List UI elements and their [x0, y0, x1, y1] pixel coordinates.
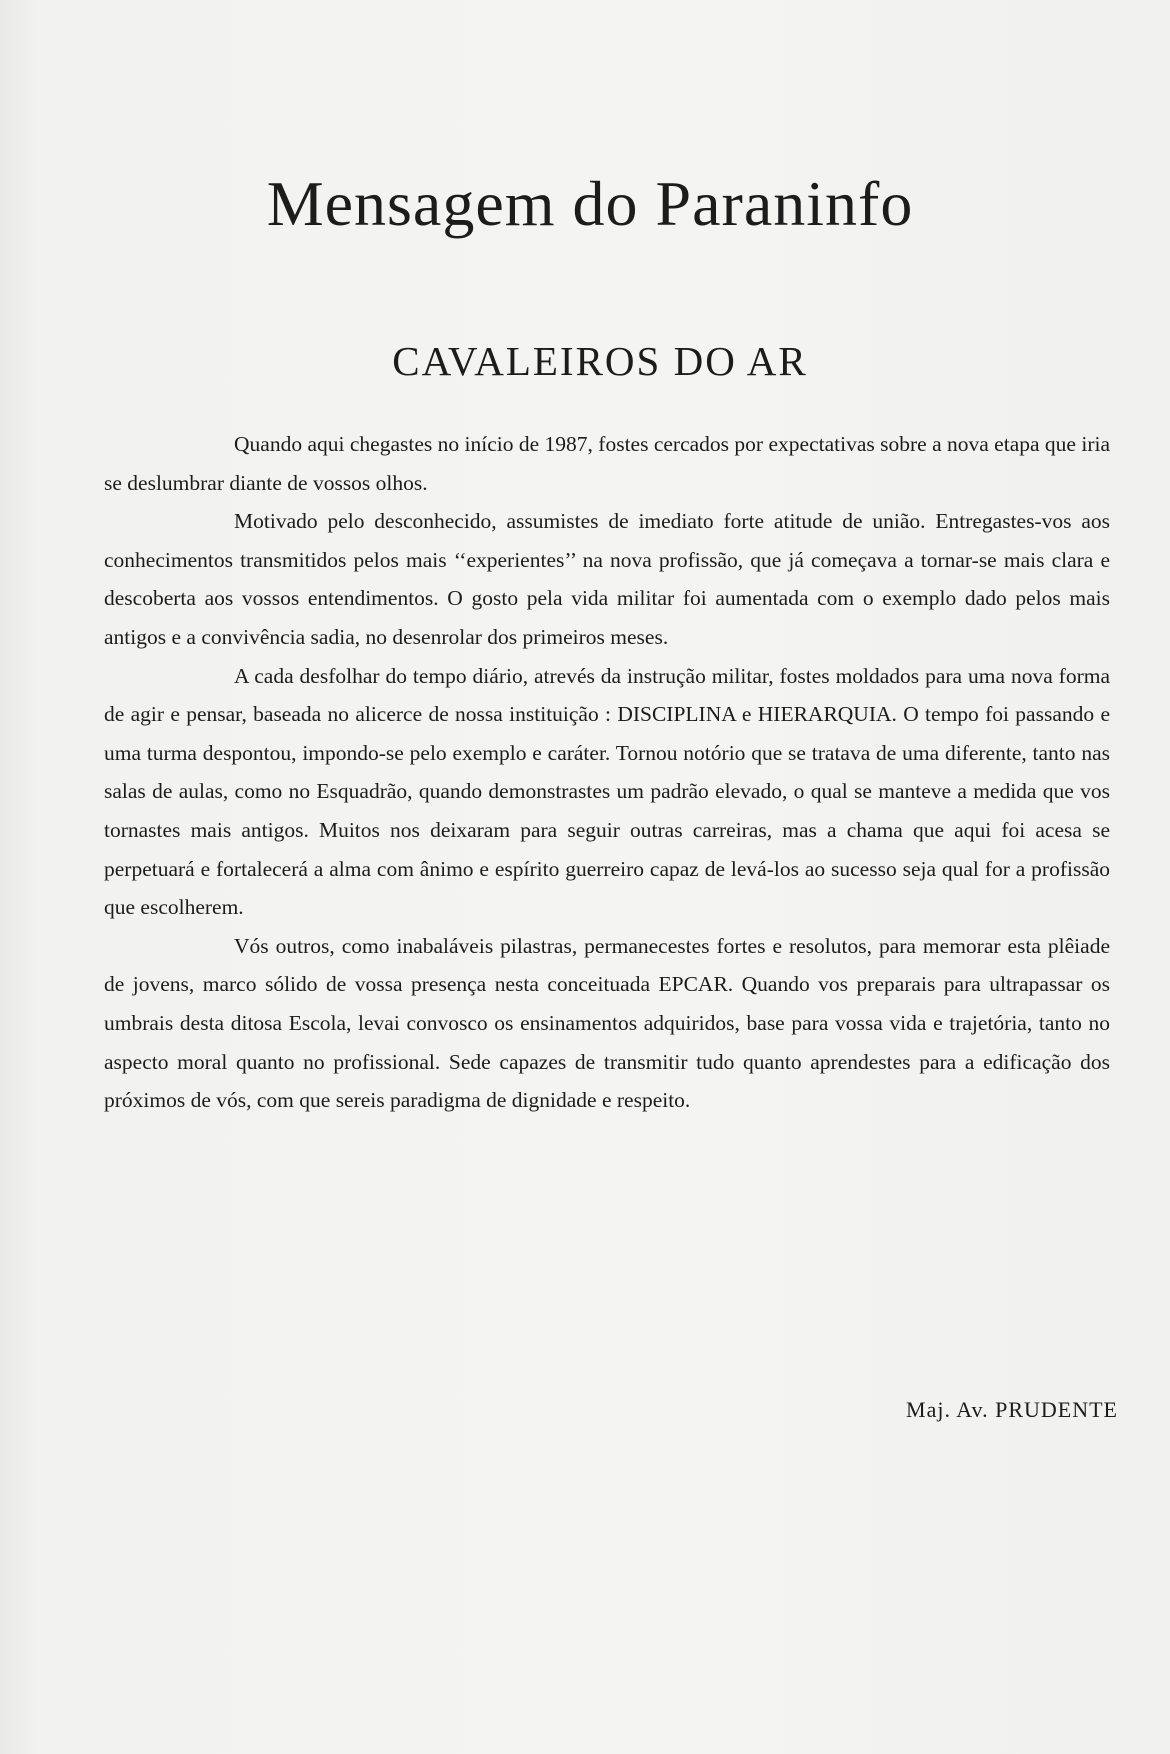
paragraph-1: Quando aqui chegastes no início de 1987, fostes cercados por expectativas sobre a nova etapa que iria se deslumbrar diante de vossos olhos.	[104, 432, 1110, 495]
paragraph-3: A cada desfolhar do tempo diário, atrevés da instrução militar, fostes moldados para uma nova forma de agir e pensar, baseada no alicerce de nossa instituição : DISCIPLINA e HIERARQUIA. O tempo foi passando e uma turma despontou, impondo-se pelo exemplo e caráter. Tornou notório que se tratava de uma diferente, tanto nas salas de aulas, como no Esquadrão, quando demonstrastes um padrão elevado, o qual se manteve a medida que vos tornastes mais antigos. Muitos nos deixaram para seguir outras carreiras, mas a chama que aqui foi acesa se perpetuará e fortalecerá a alma com ânimo e espírito guerreiro capaz de levá-los ao sucesso seja qual for a profissão que escolherem.	[104, 663, 1110, 920]
signature: Maj. Av. PRUDENTE	[906, 1397, 1118, 1422]
paragraph-2: Motivado pelo desconhecido, assumistes de imediato forte atitude de união. Entregastes-vos aos conhecimentos transmitidos pelos mais ‘‘experientes’’ na nova profissão, que já começava a tornar-se mais clara e descoberta aos vossos entendimentos. O gosto pela vida militar foi aumentada com o exemplo dado pelos mais antigos e a convivência sadia, no desenrolar dos primeiros meses.	[104, 509, 1110, 649]
section-subtitle: CAVALEIROS DO AR	[392, 338, 808, 384]
paragraph-4: Vós outros, como inabaláveis pilastras, permanecestes fortes e resolutos, para memorar esta plêiade de jovens, marco sólido de vossa presença nesta conceituada EPCAR. Quando vos preparais para ultrapassar os umbrais desta ditosa Escola, levai convosco os ensinamentos adquiridos, base para vossa vida e trajetória, tanto no aspecto moral quanto no profissional. Sede capazes de transmitir tudo quanto aprendestes para a edificação dos próximos de vós, com que sereis paradigma de dignidade e respeito.	[104, 933, 1110, 1113]
message-body	[104, 425, 1110, 1120]
page-title: Mensagem do Paraninfo	[266, 168, 914, 239]
